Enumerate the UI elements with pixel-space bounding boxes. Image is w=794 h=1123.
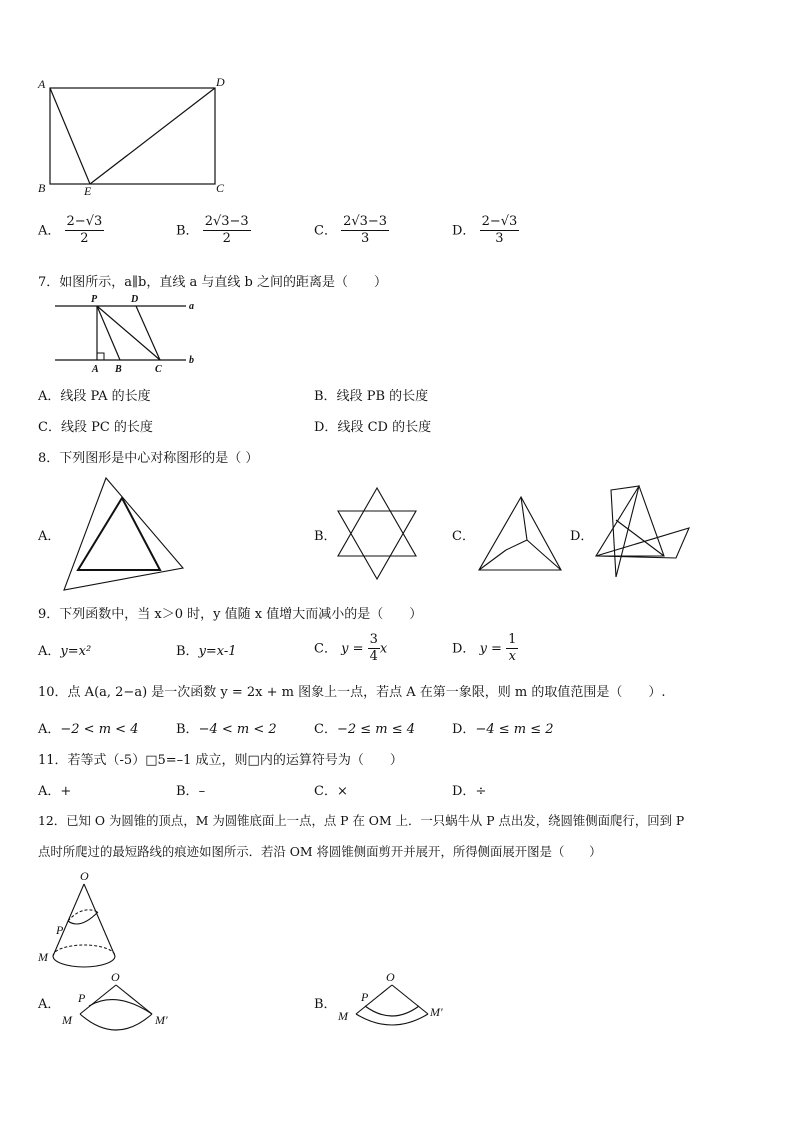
q8-option-d[interactable]: D． [570, 529, 594, 544]
option-letter: C． [38, 420, 61, 435]
label-p: P [91, 294, 98, 305]
fraction: $\frac{2√3-3}{2}$ [204, 214, 249, 247]
label-c: C [155, 364, 162, 375]
q10-stem: 10．点 A(a, 2−a) 是一次函数 y = 2x + m 图象上一点，若点 A 在第一象限，则 m 的取值范围是（ ）. [38, 685, 666, 700]
fraction: $\frac{2√3-3}{3}$ [343, 214, 388, 247]
option-letter: D． [314, 420, 338, 435]
option-text: – [198, 784, 206, 799]
option-prefix: y = [479, 641, 502, 657]
fraction: $\frac{2-√3}{2}$ [66, 214, 103, 247]
option-text: ÷ [475, 784, 487, 799]
option-letter: B． [176, 223, 199, 239]
option-text: + [60, 784, 72, 799]
svg-text:M: M [62, 1013, 72, 1027]
option-text: y=x-1 [198, 644, 237, 659]
option-text: −2 < m < 4 [60, 722, 139, 737]
option-letter: A． [38, 644, 61, 659]
label-d: D [131, 294, 139, 305]
option-letter: B． [314, 389, 337, 404]
option-letter: B． [176, 644, 199, 659]
q12-option-a[interactable]: A． [38, 997, 61, 1012]
svg-text:O: O [386, 970, 395, 984]
option-letter: D． [452, 223, 476, 239]
q8-option-a[interactable]: A． [38, 529, 61, 544]
cone-label-m: M [38, 950, 48, 964]
option-text: −2 ≤ m ≤ 4 [336, 722, 416, 737]
q9-stem: 9．下列函数中，当 x＞0 时，y 值随 x 值增大而减小的是（ ） [38, 607, 423, 622]
svg-text:O: O [111, 970, 120, 984]
option-letter: B． [176, 722, 199, 737]
option-letter: C． [314, 784, 337, 799]
svg-text:P: P [78, 991, 86, 1005]
q8-option-c[interactable]: C． [452, 529, 475, 544]
option-letter: C． [314, 722, 337, 737]
label-a: A [92, 364, 99, 375]
option-text: −4 ≤ m ≤ 2 [475, 722, 554, 737]
fraction: $\frac{1}{x}$ [508, 632, 517, 665]
label-c: C [216, 181, 225, 195]
option-suffix: x [379, 641, 388, 657]
cone-label-p: P [56, 923, 64, 937]
q12-stem-line1: 12．已知 O 为圆锥的顶点，M 为圆锥底面上一点，点 P 在 OM 上．一只蜗牛从 P 点出发，绕圆锥侧面爬行，回到 P [38, 813, 685, 828]
option-letter: A． [38, 784, 61, 799]
svg-text:M′: M′ [430, 1005, 443, 1019]
q12-option-b[interactable]: B． [314, 997, 337, 1012]
label-b: B [115, 364, 122, 375]
q8-option-b[interactable]: B． [314, 529, 337, 544]
option-text: × [336, 784, 348, 799]
label-b: B [38, 181, 46, 195]
option-letter: D． [452, 641, 476, 657]
option-text: 线段 CD 的长度 [337, 420, 432, 435]
option-letter: B． [176, 784, 199, 799]
q7-stem: 7．如图所示，a∥b，直线 a 与直线 b 之间的距离是（ ） [38, 275, 387, 290]
label-a-line: a [189, 301, 194, 312]
option-text: 线段 PB 的长度 [336, 389, 429, 404]
option-text: 线段 PC 的长度 [60, 420, 153, 435]
q8-stem: 8．下列图形是中心对称图形的是（ ） [38, 451, 259, 466]
option-letter: C． [314, 223, 337, 239]
svg-text:M′: M′ [155, 1013, 168, 1027]
option-letter: C． [314, 641, 337, 657]
option-letter: D． [452, 722, 476, 737]
option-text: y=x² [60, 644, 92, 659]
label-d: D [216, 75, 225, 89]
label-e: E [84, 184, 92, 198]
fraction: $\frac{2-√3}{3}$ [481, 214, 518, 247]
net-option-a [61, 970, 168, 1030]
option-letter: A． [38, 223, 61, 239]
svg-text:M: M [338, 1009, 348, 1023]
option-text: −4 < m < 2 [198, 722, 277, 737]
label-a: A [38, 77, 46, 91]
option-text: 线段 PA 的长度 [60, 389, 151, 404]
option-letter: A． [38, 389, 61, 404]
cone-label-o: O [80, 869, 89, 883]
q11-stem: 11．若等式（-5）□5=–1 成立，则□内的运算符号为（ ） [38, 753, 403, 768]
svg-text:P: P [361, 990, 369, 1004]
net-option-b [337, 970, 443, 1025]
fraction: $\frac{3}{4}$ [369, 632, 378, 665]
label-b-line: b [189, 355, 194, 366]
option-letter: D． [452, 784, 476, 799]
option-prefix: y = [341, 641, 364, 657]
option-letter: A． [38, 722, 61, 737]
q12-stem-line2: 点时所爬过的最短路线的痕迹如图所示．若沿 OM 将圆锥侧面剪开并展开，所得侧面展开图是（ ） [38, 844, 602, 859]
